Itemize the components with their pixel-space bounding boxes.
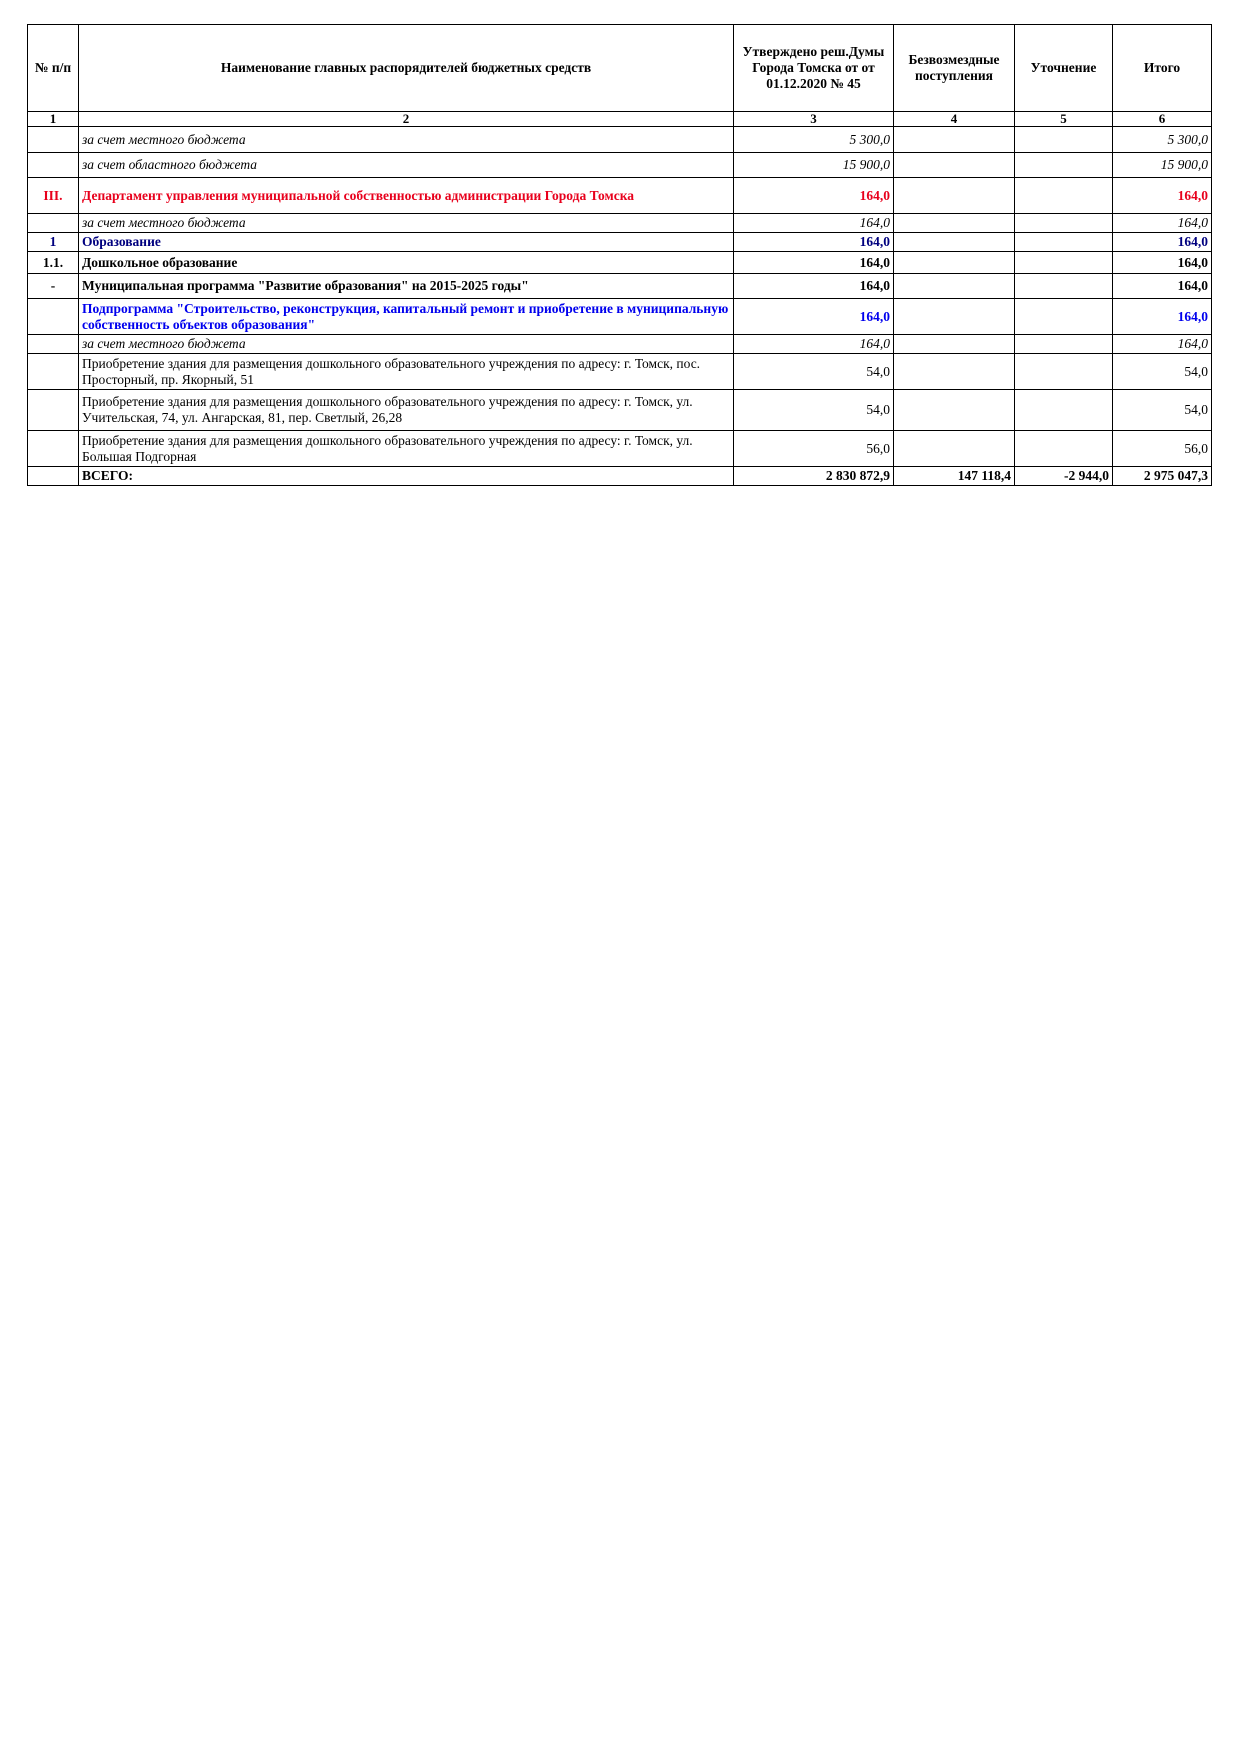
row-approved: 54,0 [734, 390, 894, 431]
row-name: Приобретение здания для размещения дошкольного образовательного учреждения по адресу: г. Томск, пос. Просторный, пр. Якорный, 51 [79, 354, 734, 390]
table-row [28, 233, 1212, 252]
row-approved: 2 830 872,9 [734, 467, 894, 486]
table-row [28, 335, 1212, 354]
row-number [28, 354, 79, 390]
header-number: № п/п [28, 25, 79, 112]
table-row [28, 178, 1212, 214]
table-row [28, 354, 1212, 390]
row-total: 54,0 [1113, 354, 1212, 390]
row-name: Образование [79, 233, 734, 252]
row-number [28, 127, 79, 153]
row-total: 2 975 047,3 [1113, 467, 1212, 486]
row-name: Дошкольное образование [79, 252, 734, 274]
row-name: Подпрограмма "Строительство, реконструкция, капитальный ремонт и приобретение в муниципальную собственность объектов образования" [79, 299, 734, 335]
row-adjustment [1015, 335, 1113, 354]
table-row [28, 390, 1212, 431]
table-row [28, 252, 1212, 274]
row-grants [894, 127, 1015, 153]
row-approved: 164,0 [734, 299, 894, 335]
row-name: ВСЕГО: [79, 467, 734, 486]
row-total: 15 900,0 [1113, 153, 1212, 178]
row-total: 54,0 [1113, 390, 1212, 431]
row-approved: 164,0 [734, 233, 894, 252]
table-header-row [28, 25, 1212, 112]
row-number [28, 390, 79, 431]
header-adjustment: Уточнение [1015, 25, 1113, 112]
row-number: - [28, 274, 79, 299]
row-approved: 164,0 [734, 214, 894, 233]
column-number: 4 [894, 112, 1015, 127]
row-name: за счет местного бюджета [79, 214, 734, 233]
table-row [28, 214, 1212, 233]
row-number [28, 299, 79, 335]
column-number: 1 [28, 112, 79, 127]
row-grants [894, 354, 1015, 390]
row-adjustment [1015, 178, 1113, 214]
row-total: 164,0 [1113, 274, 1212, 299]
row-grants [894, 274, 1015, 299]
row-approved: 15 900,0 [734, 153, 894, 178]
row-name: за счет местного бюджета [79, 127, 734, 153]
row-approved: 164,0 [734, 252, 894, 274]
row-total: 164,0 [1113, 214, 1212, 233]
row-number [28, 335, 79, 354]
column-number: 3 [734, 112, 894, 127]
row-adjustment [1015, 299, 1113, 335]
header-grants: Безвозмездные поступления [894, 25, 1015, 112]
row-adjustment [1015, 214, 1113, 233]
row-grants [894, 431, 1015, 467]
row-approved: 56,0 [734, 431, 894, 467]
row-number [28, 431, 79, 467]
row-adjustment: -2 944,0 [1015, 467, 1113, 486]
row-total: 164,0 [1113, 178, 1212, 214]
row-grants [894, 214, 1015, 233]
table-row [28, 274, 1212, 299]
row-grants [894, 178, 1015, 214]
table-row [28, 299, 1212, 335]
column-number-row [28, 112, 1212, 127]
row-total: 5 300,0 [1113, 127, 1212, 153]
row-name: Приобретение здания для размещения дошкольного образовательного учреждения по адресу: г. Томск, ул. Большая Подгорная [79, 431, 734, 467]
row-total: 164,0 [1113, 233, 1212, 252]
row-adjustment [1015, 153, 1113, 178]
row-number: 1 [28, 233, 79, 252]
row-grants [894, 233, 1015, 252]
row-adjustment [1015, 390, 1113, 431]
row-grants [894, 390, 1015, 431]
table-row [28, 127, 1212, 153]
table-row [28, 431, 1212, 467]
header-approved: Утверждено реш.Думы Города Томска от от 01.12.2020 № 45 [734, 25, 894, 112]
row-approved: 5 300,0 [734, 127, 894, 153]
budget-document [27, 24, 1211, 486]
row-number [28, 214, 79, 233]
row-total: 164,0 [1113, 299, 1212, 335]
row-grants [894, 335, 1015, 354]
row-name: Приобретение здания для размещения дошкольного образовательного учреждения по адресу: г. Томск, ул. Учительская, 74, ул. Ангарская, 81, пер. Светлый, 26,28 [79, 390, 734, 431]
row-adjustment [1015, 274, 1113, 299]
row-grants [894, 299, 1015, 335]
row-approved: 54,0 [734, 354, 894, 390]
column-number: 2 [79, 112, 734, 127]
row-approved: 164,0 [734, 178, 894, 214]
row-adjustment [1015, 354, 1113, 390]
row-grants [894, 153, 1015, 178]
row-approved: 164,0 [734, 274, 894, 299]
row-name: за счет областного бюджета [79, 153, 734, 178]
row-total: 164,0 [1113, 252, 1212, 274]
total-row [28, 467, 1212, 486]
row-approved: 164,0 [734, 335, 894, 354]
row-grants: 147 118,4 [894, 467, 1015, 486]
row-adjustment [1015, 233, 1113, 252]
row-adjustment [1015, 127, 1113, 153]
row-total: 164,0 [1113, 335, 1212, 354]
row-name: Департамент управления муниципальной собственностью администрации Города Томска [79, 178, 734, 214]
row-grants [894, 252, 1015, 274]
column-number: 6 [1113, 112, 1212, 127]
row-number [28, 153, 79, 178]
row-adjustment [1015, 252, 1113, 274]
column-number: 5 [1015, 112, 1113, 127]
row-number: III. [28, 178, 79, 214]
header-name: Наименование главных распорядителей бюджетных средств [79, 25, 734, 112]
row-adjustment [1015, 431, 1113, 467]
row-total: 56,0 [1113, 431, 1212, 467]
row-name: за счет местного бюджета [79, 335, 734, 354]
budget-table [27, 24, 1212, 486]
row-name: Муниципальная программа "Развитие образования" на 2015-2025 годы" [79, 274, 734, 299]
row-number: 1.1. [28, 252, 79, 274]
header-total: Итого [1113, 25, 1212, 112]
row-number [28, 467, 79, 486]
table-row [28, 153, 1212, 178]
